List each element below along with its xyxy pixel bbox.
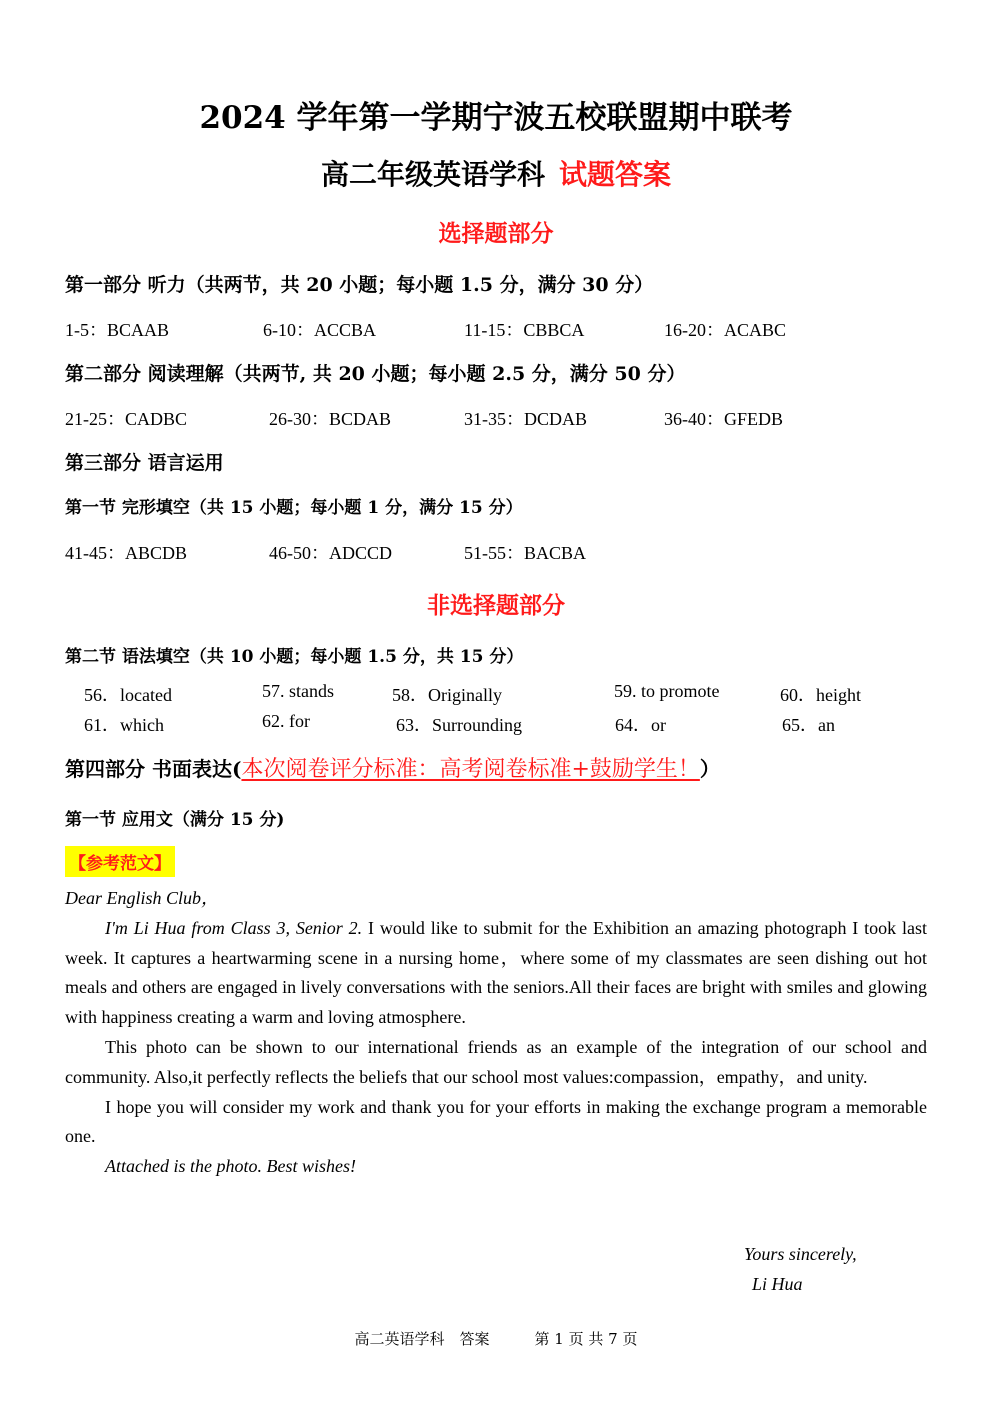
grammar-answer: 61．which [84, 715, 164, 735]
essay-salutation: Dear English Club， [65, 888, 220, 908]
part1-answer: 11-15：CBBCA [464, 320, 585, 340]
part2-answer: 21-25：CADBC [65, 409, 188, 429]
part3-heading: 第三部分 语言运用 [65, 452, 224, 474]
grading-criteria: 本次阅卷评分标准：高考阅卷标准+鼓励学生！ [241, 757, 700, 782]
section-choice-heading: 选择题部分 [438, 220, 554, 247]
part1-answer: 1-5：BCAAB [65, 320, 170, 340]
part1-answer: 6-10：ACCBA [263, 320, 377, 340]
grammar-answer: 56．located [84, 685, 172, 705]
grammar-answer: 59. to promote [614, 681, 720, 701]
essay-intro: I'm Li Hua from Class 3, Senior 2. [105, 917, 363, 938]
grammar-answer: 63．Surrounding [396, 715, 522, 735]
essay-paragraph [65, 914, 927, 1033]
essay-closing: Yours sincerely, [744, 1244, 857, 1264]
part2-answer: 36-40：GFEDB [664, 409, 784, 429]
essay-paragraph-text: I would like to submit for the Exhibition an amazing photograph I took last week. It captures a heartwarming scene in a nursing home，where some of my classmates are seen dishing out hot meals and others are engaged in lively conversations with the seniors.All their faces are bright with smiles and glowing with happiness creating a warm and loving atmosphere. [65, 917, 928, 1028]
grammar-answer: 62. for [262, 711, 310, 731]
grammar-answer: 60．height [780, 685, 861, 705]
part1-heading: 第一部分 听力（共两节，共 20 小题；每小题 1.5 分，满分 30 分） [65, 274, 654, 296]
part2-heading: 第二部分 阅读理解（共两节, 共 20 小题；每小题 2.5 分，满分 50 分） [65, 363, 686, 385]
essay-paragraph: I hope you will consider my work and thank you for your efforts in making the exchange program a memorable one. [65, 1096, 927, 1147]
part4-section1-heading: 第一节 应用文（满分 15 分) [65, 810, 285, 830]
cloze-answer: 46-50：ADCCD [269, 543, 393, 563]
part1-answer: 16-20：ACABC [664, 320, 787, 340]
cloze-answer: 51-55：BACBA [464, 543, 587, 563]
essay-signature: Li Hua [752, 1274, 803, 1294]
part2-answer: 26-30：BCDAB [269, 409, 392, 429]
part2-answer: 31-35：DCDAB [464, 409, 588, 429]
essay-paragraph: This photo can be shown to our international friends as an example of the integration of our school and community. Also,it perfectly reflects the beliefs that our school most values:compassion，empathy，and unity. [65, 1036, 927, 1087]
part4-heading [65, 752, 720, 783]
grammar-heading: 第二节 语法填空（共 10 小题；每小题 1.5 分，共 15 分） [65, 647, 524, 667]
essay-closing-line: Attached is the photo. Best wishes! [105, 1156, 356, 1177]
sample-essay [65, 884, 927, 1182]
subtitle-grade: 高二年级英语学科 [320, 158, 545, 191]
grammar-answer: 57. stands [262, 681, 334, 701]
part4-heading-close: ） [699, 757, 720, 781]
page-footer: 高二英语学科 答案 第 1 页 共 7 页 [354, 1330, 638, 1348]
grammar-answer: 65．an [782, 715, 835, 735]
document-title: 2024 学年第一学期宁波五校联盟期中联考 [199, 100, 793, 136]
part4-heading-text: 第四部分 书面表达( [65, 757, 242, 781]
cloze-answer: 41-45：ABCDB [65, 543, 188, 563]
grammar-answer: 58．Originally [392, 685, 502, 705]
sample-essay-badge: 【参考范文】 [65, 846, 175, 877]
part3-section1-heading: 第一节 完形填空（共 15 小题；每小题 1 分，满分 15 分） [65, 498, 523, 518]
grammar-answer: 64．or [615, 715, 666, 735]
section-nonchoice-heading: 非选择题部分 [427, 592, 565, 619]
subtitle-answer-key: 试题答案 [559, 158, 672, 191]
document-subtitle [0, 153, 992, 193]
